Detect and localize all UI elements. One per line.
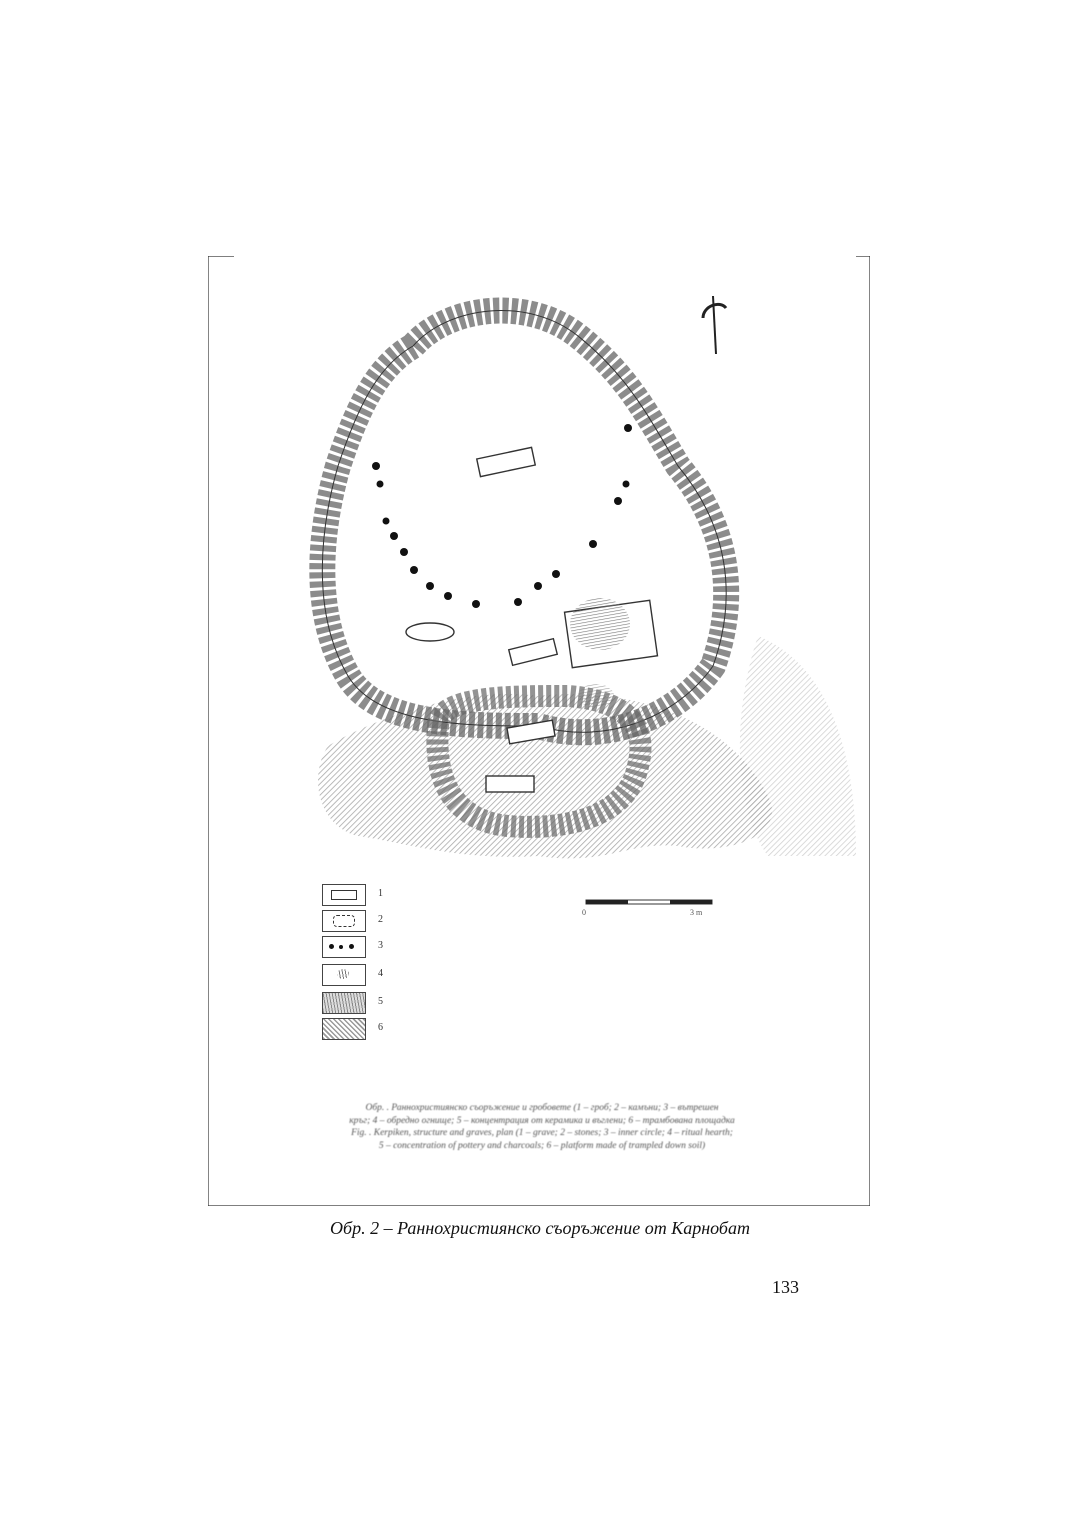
legend-number: 2 — [378, 914, 383, 925]
inner-caption-line: Обр. . Раннохристиянско съоръжение и гробовете (1 – гроб; 2 – камъни; 3 – вътрешен — [365, 1103, 719, 1113]
legend-number: 4 — [378, 968, 383, 979]
figure-inner-caption — [234, 1102, 850, 1152]
legend-item-5 — [322, 992, 412, 1014]
legend-swatch-hearth — [322, 964, 366, 986]
inner-circle-dots — [372, 424, 632, 608]
inner-caption-line: кръг; 4 – обредно огнище; 5 – концентрация от керамика и въглени; 6 – трамбована площадка — [349, 1115, 735, 1126]
legend-item-4 — [322, 964, 412, 986]
north-arrow — [703, 296, 726, 354]
legend-item-2 — [322, 910, 412, 932]
legend-swatch-stones — [322, 910, 366, 932]
legend-swatch-grave — [322, 884, 366, 906]
legend-swatch-pottery — [322, 992, 366, 1014]
ritual-hearth — [570, 598, 630, 650]
legend-item-6 — [322, 1018, 412, 1040]
inner-caption-line: Fig. . Kerpiken, structure and graves, plan (1 – grave; 2 – stones; 3 – inner circle; 4 – ritual hearth; — [351, 1128, 733, 1138]
oval-feature — [406, 623, 454, 641]
legend-swatch-dots — [322, 936, 366, 958]
figure-frame — [208, 256, 870, 1206]
legend-swatch-platform — [322, 1018, 366, 1040]
platform-hatched-right — [740, 636, 856, 856]
legend-number: 6 — [378, 1022, 383, 1033]
site-plan-drawing — [208, 256, 870, 1206]
pottery-concentration — [578, 684, 614, 708]
legend-item-3 — [322, 936, 412, 958]
figure-caption: Обр. 2 – Раннохристиянско съоръжение от Карнобат — [330, 1218, 750, 1238]
page-number: 133 — [772, 1277, 799, 1297]
inner-caption-line: 5 – concentration of pottery and charcoals; 6 – platform made of trampled down soil) — [378, 1140, 706, 1151]
legend-number: 5 — [378, 996, 383, 1007]
scale-start-label: 0 — [582, 908, 586, 917]
legend-number: 1 — [378, 888, 383, 899]
scale-bar — [586, 900, 712, 904]
legend-item-1 — [322, 884, 412, 906]
legend-number: 3 — [378, 940, 383, 951]
scale-end-label: 3 m — [690, 908, 703, 917]
